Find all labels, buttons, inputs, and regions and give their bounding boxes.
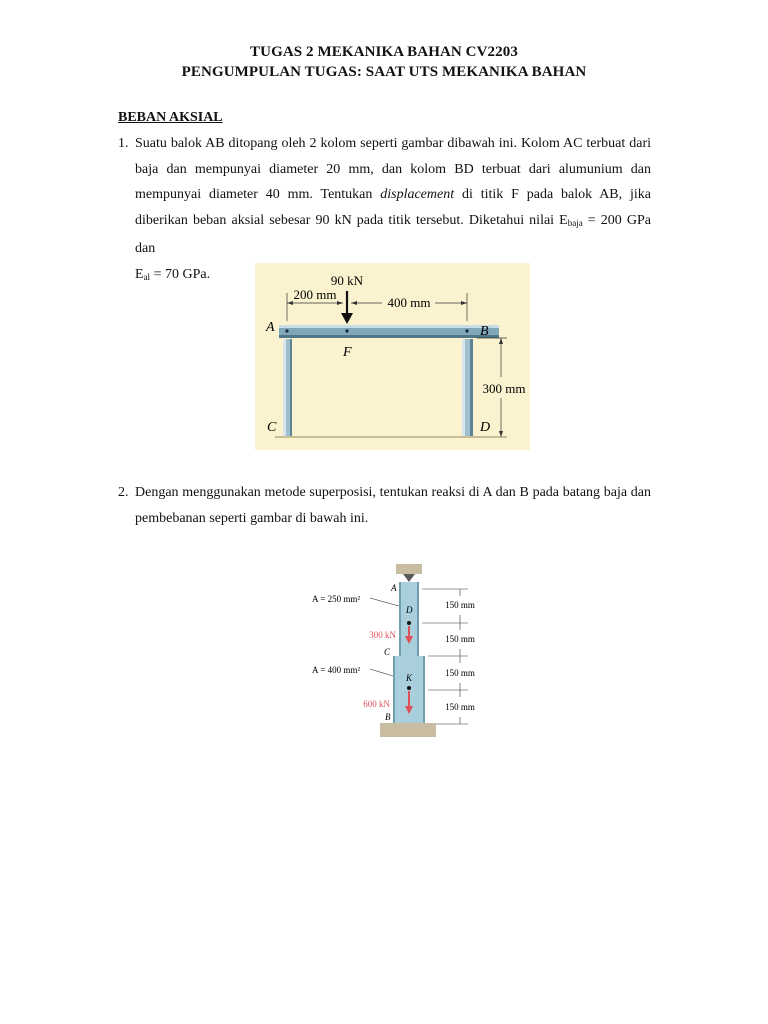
point-label-d: D — [480, 420, 491, 435]
column-ac — [283, 339, 292, 437]
segment-3-label: 150 mm — [445, 668, 475, 678]
point-label-b: B — [480, 324, 489, 339]
point-label-k: K — [406, 673, 413, 683]
problem-2-number: 2. — [118, 485, 129, 500]
point-label-d: D — [406, 605, 413, 615]
problem-1-line-3b: di titik F pada balok AB, jika — [454, 187, 651, 202]
problem-2-text — [135, 480, 651, 531]
problem-1-line-5b: = 70 GPa. — [150, 266, 211, 282]
point-label-a: A — [266, 320, 275, 335]
problem-2-line-1: Dengan menggunakan metode superposisi, tentukan reaksi di A dan B pada batang baja dan — [135, 485, 651, 500]
bar-segment-upper — [399, 582, 419, 656]
leader-area-top — [370, 598, 399, 606]
problem-1-line-2: baja dan mempunyai diameter 20 mm, dan kolom BD terbuat dari alumunium dan — [135, 161, 651, 177]
problem-1-line-3 — [135, 182, 651, 208]
problem-2-line-2: pembebanan seperti gambar di bawah ini. — [135, 510, 369, 526]
figure-stepped-bar — [308, 560, 488, 742]
document-title: TUGAS 2 MEKANIKA BAHAN CV2203 — [250, 44, 518, 60]
point-label-a: A — [391, 583, 397, 593]
load-label: 90 kN — [330, 273, 364, 288]
subscript-baja: baja — [567, 217, 583, 228]
load-label-300: 300 kN — [369, 630, 396, 640]
section-heading: BEBAN AKSIAL — [118, 110, 223, 125]
point-label-c: C — [384, 647, 391, 657]
leader-area-bottom — [370, 669, 393, 676]
subscript-al: al — [143, 271, 151, 282]
problem-1-line-4a: diberikan beban aksial sebesar 90 kN pada titik tersebut. Diketahui nilai E — [135, 212, 568, 228]
column-bd — [462, 339, 473, 437]
problem-1-number: 1. — [118, 136, 129, 151]
figure-beam-columns — [255, 263, 530, 450]
problem-1-line-1: Suatu balok AB ditopang oleh 2 kolom seperti gambar dibawah ini. Kolom AC terbuat dari — [135, 136, 651, 151]
segment-1-label: 150 mm — [445, 600, 475, 610]
point-label-b: B — [385, 712, 391, 722]
emphasis-displacement: displacement — [380, 187, 455, 202]
top-support — [396, 564, 422, 582]
problem-1-line-4 — [135, 208, 651, 262]
dim-300-label: 300 mm — [482, 381, 526, 396]
bottom-support — [380, 723, 436, 737]
segment-2-label: 150 mm — [445, 634, 475, 644]
area-label-bottom: A = 400 mm² — [312, 665, 361, 675]
problem-1-line-4b: = 200 GPa dan — [135, 212, 651, 256]
area-label-top: A = 250 mm² — [312, 594, 361, 604]
problem-1-line-5a: E — [135, 266, 144, 282]
ground-line — [275, 436, 507, 438]
beam-ab — [279, 325, 499, 338]
load-label-600: 600 kN — [363, 699, 390, 709]
point-label-c: C — [267, 420, 277, 435]
document-subtitle: PENGUMPULAN TUGAS: SAAT UTS MEKANIKA BAHAN — [181, 64, 587, 80]
problem-1-line-3a: mempunyai diameter 40 mm. Tentukan — [135, 187, 381, 202]
segment-4-label: 150 mm — [445, 702, 475, 712]
dim-200-label: 200 mm — [293, 287, 337, 302]
point-label-f: F — [343, 345, 352, 360]
dim-400-label: 400 mm — [387, 295, 431, 310]
